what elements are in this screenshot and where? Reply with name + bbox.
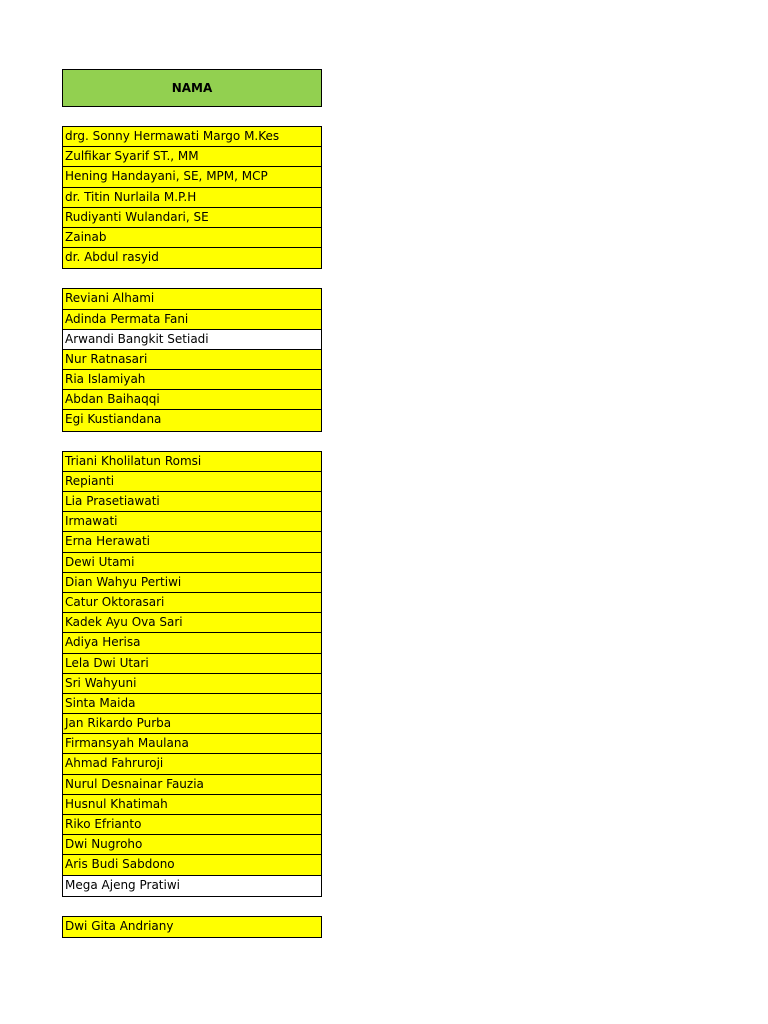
name-cell[interactable]: Mega Ajeng Pratiwi xyxy=(63,876,321,896)
name-cell[interactable]: Repianti xyxy=(63,472,321,492)
name-cell[interactable]: Egi Kustiandana xyxy=(63,410,321,430)
name-cell[interactable]: Nur Ratnasari xyxy=(63,350,321,370)
name-cell[interactable]: Reviani Alhami xyxy=(63,289,321,309)
name-group-4 xyxy=(62,916,322,938)
name-cell[interactable]: Catur Oktorasari xyxy=(63,593,321,613)
name-cell[interactable]: Zulfikar Syarif ST., MM xyxy=(63,147,321,167)
name-group-2 xyxy=(62,288,322,431)
name-cell[interactable]: Zainab xyxy=(63,228,321,248)
name-cell[interactable]: drg. Sonny Hermawati Margo M.Kes xyxy=(63,127,321,147)
name-cell[interactable]: Rudiyanti Wulandari, SE xyxy=(63,208,321,228)
name-groups xyxy=(62,126,322,938)
name-group-3 xyxy=(62,451,322,897)
name-cell[interactable]: dr. Titin Nurlaila M.P.H xyxy=(63,188,321,208)
name-cell[interactable]: Ria Islamiyah xyxy=(63,370,321,390)
name-cell[interactable]: Aris Budi Sabdono xyxy=(63,855,321,875)
name-cell[interactable]: Dwi Nugroho xyxy=(63,835,321,855)
name-cell[interactable]: Dewi Utami xyxy=(63,553,321,573)
name-cell[interactable]: Riko Efrianto xyxy=(63,815,321,835)
name-cell[interactable]: Sinta Maida xyxy=(63,694,321,714)
name-cell[interactable]: Lela Dwi Utari xyxy=(63,654,321,674)
name-cell[interactable]: Firmansyah Maulana xyxy=(63,734,321,754)
name-cell[interactable]: Triani Kholilatun Romsi xyxy=(63,452,321,472)
name-cell[interactable]: Dwi Gita Andriany xyxy=(63,917,321,937)
header-label: NAMA xyxy=(171,81,213,95)
name-cell[interactable]: Hening Handayani, SE, MPM, MCP xyxy=(63,167,321,187)
name-cell[interactable]: Abdan Baihaqqi xyxy=(63,390,321,410)
name-cell[interactable]: Jan Rikardo Purba xyxy=(63,714,321,734)
name-cell[interactable]: Kadek Ayu Ova Sari xyxy=(63,613,321,633)
name-cell[interactable]: dr. Abdul rasyid xyxy=(63,248,321,268)
name-group-1 xyxy=(62,126,322,269)
name-cell[interactable]: Irmawati xyxy=(63,512,321,532)
name-cell[interactable]: Sri Wahyuni xyxy=(63,674,321,694)
name-sheet xyxy=(62,69,322,938)
name-cell[interactable]: Arwandi Bangkit Setiadi xyxy=(63,330,321,350)
name-cell[interactable]: Adiya Herisa xyxy=(63,633,321,653)
name-cell[interactable]: Nurul Desnainar Fauzia xyxy=(63,775,321,795)
header-cell-nama[interactable] xyxy=(62,69,322,107)
name-cell[interactable]: Adinda Permata Fani xyxy=(63,310,321,330)
name-cell[interactable]: Husnul Khatimah xyxy=(63,795,321,815)
name-cell[interactable]: Erna Herawati xyxy=(63,532,321,552)
name-cell[interactable]: Ahmad Fahruroji xyxy=(63,754,321,774)
name-cell[interactable]: Lia Prasetiawati xyxy=(63,492,321,512)
name-cell[interactable]: Dian Wahyu Pertiwi xyxy=(63,573,321,593)
